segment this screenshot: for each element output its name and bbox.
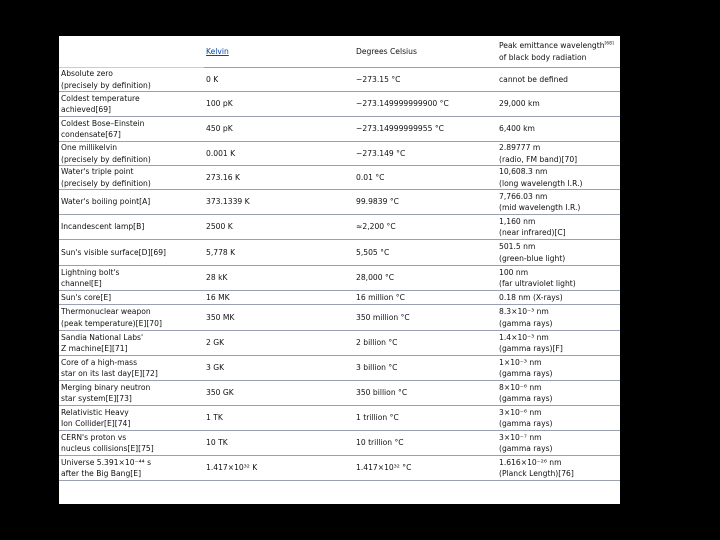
row-peak-wavelength-line: 29,000 km: [499, 99, 540, 109]
table-row: [59, 305, 620, 331]
row-peak-wavelength-line: 8.3×10⁻³ nm: [499, 307, 549, 316]
row-celsius: −273.149999999900 °C: [354, 92, 497, 117]
row-kelvin: 10 TK: [204, 431, 354, 456]
row-peak-wavelength-line: 7,766.03 nm: [499, 191, 548, 201]
row-celsius: 1.417×10³² °C: [354, 456, 497, 481]
row-celsius: 2 billion °C: [354, 331, 497, 356]
row-peak-wavelength-line: (far ultraviolet light): [499, 279, 576, 288]
row-peak-wavelength: [497, 92, 620, 117]
row-peak-wavelength-line: (green-blue light): [499, 253, 566, 263]
row-description-line: Sun's visible surface[D][69]: [61, 247, 167, 257]
row-celsius: 5,505 °C: [354, 240, 497, 266]
row-peak-wavelength-line: (gamma rays): [499, 318, 553, 328]
row-peak-wavelength: [497, 431, 620, 456]
row-peak-wavelength-line: 2.89777 m: [499, 143, 541, 152]
row-celsius: 3 billion °C: [354, 356, 497, 381]
table-header-row: [59, 36, 620, 68]
row-description-line: Thermonuclear weapon: [61, 307, 151, 316]
row-description-line: Sandia National Labs': [61, 332, 144, 342]
row-peak-wavelength-line: 1×10⁻³ nm: [499, 357, 542, 367]
row-peak-wavelength: [497, 456, 620, 481]
row-description: [59, 406, 204, 431]
document-page: [59, 36, 620, 504]
row-description: [59, 356, 204, 381]
row-description-line: condensate[67]: [61, 130, 121, 139]
row-description-line: nucleus collisions[E][75]: [61, 444, 154, 453]
row-peak-wavelength: [497, 305, 620, 331]
row-description-line: star on its last day[E][72]: [61, 369, 158, 378]
row-description: [59, 92, 204, 117]
row-peak-wavelength-line: (Planck Length)[76]: [499, 469, 574, 478]
row-description-line: after the Big Bang[E]: [61, 469, 142, 478]
row-kelvin: 1.417×10³² K: [204, 456, 354, 481]
row-peak-wavelength: [497, 68, 620, 92]
row-peak-wavelength-line: 3×10⁻⁷ nm: [499, 432, 542, 442]
row-peak-wavelength: [497, 190, 620, 215]
row-description: [59, 68, 204, 92]
row-description: [59, 117, 204, 142]
table-row: [59, 291, 620, 305]
row-kelvin: 100 pK: [204, 92, 354, 117]
row-celsius: 10 trillion °C: [354, 431, 497, 456]
row-celsius: 350 billion °C: [354, 381, 497, 406]
row-description-line: Ion Collider[E][74]: [61, 419, 131, 428]
header-empty: [59, 36, 204, 68]
row-peak-wavelength-line: 1.4×10⁻³ nm: [499, 332, 549, 342]
row-description-line: Merging binary neutron: [61, 382, 151, 392]
row-description-line: Sun's core[E]: [61, 292, 112, 302]
row-kelvin: 0 K: [204, 68, 354, 92]
row-description-line: (precisely by definition): [61, 80, 151, 90]
row-peak-wavelength: [497, 266, 620, 291]
row-peak-wavelength-line: 6,400 km: [499, 124, 535, 134]
row-description: [59, 166, 204, 190]
table-row: [59, 406, 620, 431]
row-description: [59, 190, 204, 215]
row-celsius: 1 trillion °C: [354, 406, 497, 431]
row-peak-wavelength: [497, 166, 620, 190]
row-description-line: Z machine[E][71]: [61, 344, 128, 353]
row-description-line: Absolute zero: [61, 69, 113, 78]
temperature-table: [59, 36, 620, 481]
row-kelvin: 373.1339 K: [204, 190, 354, 215]
row-kelvin: 5,778 K: [204, 240, 354, 266]
row-peak-wavelength-line: 1.616×10⁻²⁶ nm: [499, 457, 562, 467]
table-row: [59, 381, 620, 406]
table-row: [59, 117, 620, 142]
row-peak-wavelength: [497, 331, 620, 356]
row-kelvin: 450 pK: [204, 117, 354, 142]
row-description-line: Core of a high-mass: [61, 357, 138, 367]
row-peak-wavelength-line: (gamma rays)[F]: [499, 344, 563, 353]
row-description-line: Water's triple point: [61, 167, 134, 176]
row-description-line: Coldest temperature: [61, 93, 140, 103]
row-description-line: Water's boiling point[A]: [61, 197, 151, 207]
row-description-line: Relativistic Heavy: [61, 407, 129, 417]
row-peak-wavelength-line: (gamma rays): [499, 369, 553, 378]
table-row: [59, 331, 620, 356]
row-description-line: achieved[69]: [61, 105, 111, 114]
row-description-line: (peak temperature)[E][70]: [61, 318, 162, 328]
row-description: [59, 305, 204, 331]
row-description: [59, 142, 204, 166]
row-kelvin: 2500 K: [204, 215, 354, 240]
table-row: [59, 142, 620, 166]
row-peak-wavelength: [497, 406, 620, 431]
row-celsius: 99.9839 °C: [354, 190, 497, 215]
row-celsius: 0.01 °C: [354, 166, 497, 190]
row-celsius: 28,000 °C: [354, 266, 497, 291]
row-peak-wavelength: [497, 240, 620, 266]
row-peak-wavelength: [497, 215, 620, 240]
row-peak-wavelength-line: (near infrared)[C]: [499, 228, 566, 237]
row-description-line: One millikelvin: [61, 143, 118, 152]
table-row: [59, 215, 620, 240]
row-peak-wavelength-line: (mid wavelength I.R.): [499, 203, 581, 212]
row-description-line: star system[E][73]: [61, 394, 132, 403]
row-peak-wavelength-line: (radio, FM band)[70]: [499, 154, 578, 164]
row-description-line: (precisely by definition): [61, 178, 151, 188]
row-peak-wavelength: [497, 117, 620, 142]
row-description: [59, 291, 204, 305]
table-row: [59, 240, 620, 266]
row-peak-wavelength-line: (gamma rays): [499, 419, 553, 428]
table-row: [59, 431, 620, 456]
row-peak-wavelength-line: 3×10⁻⁶ nm: [499, 407, 542, 417]
row-description: [59, 240, 204, 266]
row-kelvin: 2 GK: [204, 331, 354, 356]
row-kelvin: 3 GK: [204, 356, 354, 381]
row-peak-wavelength: [497, 381, 620, 406]
row-celsius: −273.15 °C: [354, 68, 497, 92]
row-description: [59, 381, 204, 406]
row-kelvin: 16 MK: [204, 291, 354, 305]
table-row: [59, 356, 620, 381]
header-kelvin[interactable]: Kelvin: [204, 36, 354, 68]
row-kelvin: 28 kK: [204, 266, 354, 291]
row-peak-wavelength-line: 10,608.3 nm: [499, 167, 548, 176]
row-peak-wavelength-line: (gamma rays): [499, 444, 553, 453]
row-celsius: 16 million °C: [354, 291, 497, 305]
row-kelvin: 350 MK: [204, 305, 354, 331]
row-description-line: Coldest Bose–Einstein: [61, 118, 145, 128]
row-description: [59, 456, 204, 481]
row-description: [59, 431, 204, 456]
row-description-line: channel[E]: [61, 279, 102, 288]
header-celsius: Degrees Celsius: [354, 36, 497, 68]
table-row: [59, 190, 620, 215]
row-description-line: (precisely by definition): [61, 154, 151, 164]
row-peak-wavelength-line: 1,160 nm: [499, 216, 536, 226]
row-peak-wavelength-line: 0.18 nm (X-rays): [499, 292, 563, 302]
row-celsius: −273.14999999955 °C: [354, 117, 497, 142]
row-description-line: Universe 5.391×10⁻⁴⁴ s: [61, 457, 152, 467]
row-description-line: Lightning bolt's: [61, 267, 120, 277]
row-peak-wavelength-line: 100 nm: [499, 267, 529, 277]
row-peak-wavelength-line: (long wavelength I.R.): [499, 178, 583, 188]
header-peak-wavelength: Peak emittance wavelength[68] of black body radiation: [497, 36, 620, 68]
row-kelvin: 0.001 K: [204, 142, 354, 166]
row-peak-wavelength-line: (gamma rays): [499, 394, 553, 403]
row-description: [59, 266, 204, 291]
table-row: [59, 266, 620, 291]
row-peak-wavelength: [497, 142, 620, 166]
table-row: [59, 166, 620, 190]
row-peak-wavelength-line: 501.5 nm: [499, 242, 536, 251]
row-kelvin: 273.16 K: [204, 166, 354, 190]
row-peak-wavelength: [497, 356, 620, 381]
table-row: [59, 456, 620, 481]
row-celsius: −273.149 °C: [354, 142, 497, 166]
row-celsius: 350 million °C: [354, 305, 497, 331]
row-kelvin: 350 GK: [204, 381, 354, 406]
row-description-line: CERN's proton vs: [61, 432, 127, 442]
row-peak-wavelength-line: 8×10⁻⁶ nm: [499, 382, 542, 392]
row-description: [59, 331, 204, 356]
row-peak-wavelength: [497, 291, 620, 305]
table-row: [59, 68, 620, 92]
row-peak-wavelength-line: cannot be defined: [499, 74, 568, 84]
row-description-line: Incandescent lamp[B]: [61, 222, 145, 232]
table-row: [59, 92, 620, 117]
row-kelvin: 1 TK: [204, 406, 354, 431]
row-celsius: ≈2,200 °C: [354, 215, 497, 240]
row-description: [59, 215, 204, 240]
